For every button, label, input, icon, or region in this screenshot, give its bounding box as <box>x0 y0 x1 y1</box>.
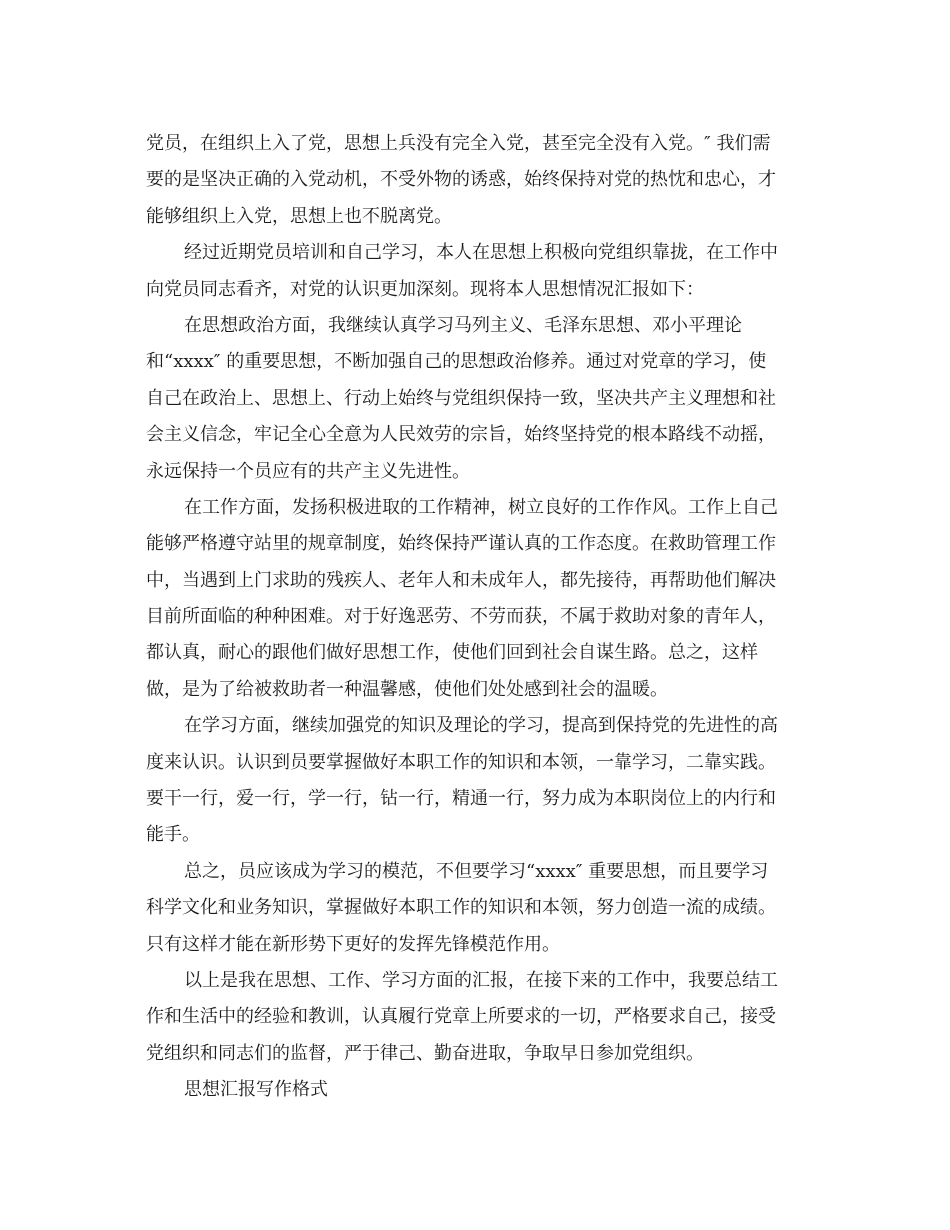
text-line: 作和生活中的经验和教训，认真履行党章上所要求的一切，严格要求自己，接受 <box>146 1006 776 1028</box>
text-line: 在思想政治方面，我继续认真学习马列主义、毛泽东思想、邓小平理论 <box>184 314 742 336</box>
text-line: 以上是我在思想、工作、学习方面的汇报，在接下来的工作中，我要总结工 <box>184 969 778 991</box>
text-line: 要干一行，爱一行，学一行，钻一行，精通一行，努力成为本职岗位上的内行和 <box>146 788 776 810</box>
text-line: 要的是坚决正确的入党动机，不受外物的诱惑，始终保持对党的热忱和忠心，才 <box>146 169 776 191</box>
text-line: 向党员同志看齐，对党的认识更加深刻。现将本人思想情况汇报如下： <box>146 278 704 300</box>
text-line: 能够严格遵守站里的规章制度，始终保持严谨认真的工作态度。在救助管理工作 <box>146 533 776 555</box>
text-line: 中，当遇到上门求助的残疾人、老年人和未成年人，都先接待，再帮助他们解决 <box>146 569 776 591</box>
text-line: 经过近期党员培训和自己学习，本人在思想上积极向党组织靠拢，在工作中 <box>184 242 778 264</box>
text-line: 党组织和同志们的监督，严于律己、勤奋进取，争取早日参加党组织。 <box>146 1042 704 1064</box>
text-line: 总之，员应该成为学习的模范，不但要学习“xxxx″ 重要思想，而且要学习 <box>184 860 769 882</box>
text-line: 只有这样才能在新形势下更好的发挥先锋模范作用。 <box>146 933 560 955</box>
text-line: 能手。 <box>146 824 200 846</box>
text-line: 都认真，耐心的跟他们做好思想工作，使他们回到社会自谋生路。总之，这样 <box>146 642 758 664</box>
text-line: 在工作方面，发扬积极进取的工作精神，树立良好的工作作风。工作上自己 <box>184 496 778 518</box>
document-body <box>146 126 810 1109</box>
text-line: 度来认识。认识到员要掌握做好本职工作的知识和本领，一靠学习，二靠实践。 <box>146 751 776 773</box>
text-line: 党员，在组织上入了党，思想上兵没有完全入党，甚至完全没有入党。″ 我们需 <box>146 133 771 154</box>
text-line: 能够组织上入党，思想上也不脱离党。 <box>146 205 452 227</box>
section-heading: 思想汇报写作格式 <box>184 1079 328 1101</box>
text-line: 目前所面临的种种困难。对于好逸恶劳、不劳而获，不属于救助对象的青年人， <box>146 606 776 628</box>
text-line: 科学文化和业务知识，掌握做好本职工作的知识和本领，努力创造一流的成绩。 <box>146 897 776 919</box>
text-line: 做，是为了给被救助者一种温馨感，使他们处处感到社会的温暖。 <box>146 678 668 700</box>
text-line: 会主义信念，牢记全心全意为人民效劳的宗旨，始终坚持党的根本路线不动摇， <box>146 424 776 446</box>
text-line: 永远保持一个员应有的共产主义先进性。 <box>146 460 470 482</box>
text-line: 在学习方面，继续加强党的知识及理论的学习，提高到保持党的先进性的高 <box>184 715 778 737</box>
text-line: 自己在政治上、思想上、行动上始终与党组织保持一致，坚决共产主义理想和社 <box>146 387 776 409</box>
text-line: 和“xxxx″ 的重要思想，不断加强自己的思想政治修养。通过对党章的学习，使 <box>146 351 767 373</box>
